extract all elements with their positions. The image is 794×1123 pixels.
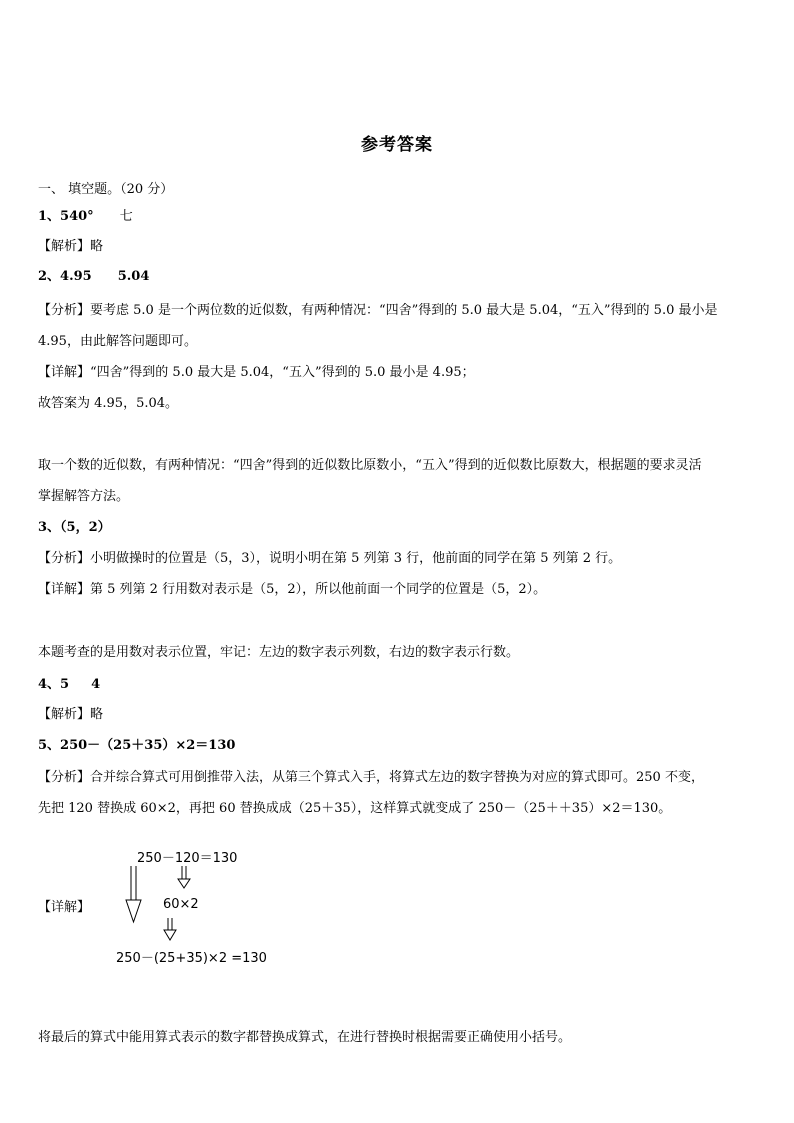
q2-answer-b: 5.04 <box>117 269 150 284</box>
diagram-eq3: 250－(25+35)×2 =130 <box>116 951 267 966</box>
q2-xiangjie: 【详解】“四舍”得到的 5.0 最大是 5.04，“五入”得到的 5.0 最小是 4.95； <box>38 365 475 380</box>
long-down-arrow-icon <box>126 866 141 922</box>
q3-summary: 本题考查的是用数对表示位置，牢记：左边的数字表示列数，右边的数字表示行数。 <box>38 645 520 660</box>
q1-answer-a: 1、540° <box>38 209 94 224</box>
q1-analysis: 【解析】略 <box>38 239 104 254</box>
section-heading: 一、 填空题。（20 分） <box>38 182 174 197</box>
q3-answer: 3、（5，2） <box>38 520 111 535</box>
diagram-eq1: 250－120＝130 <box>137 851 238 866</box>
q1-answer-b: 七 <box>119 209 133 224</box>
page-title: 参考答案 <box>361 135 433 155</box>
q2-summary-line2: 掌握解答方法。 <box>38 489 130 504</box>
q5-fenxi-line1: 【分析】合并综合算式可用倒推带入法，从第三个算式入手，将算式左边的数字替换为对应的算式即可。250 不变， <box>38 770 704 785</box>
q4-answer-a: 4、5 <box>38 677 70 692</box>
q3-fenxi: 【分析】小明做操时的位置是（5，3），说明小明在第 5 列第 3 行，他前面的同学在第 5 列第 2 行。 <box>38 551 622 566</box>
q2-fenxi-line2: 4.95，由此解答问题即可。 <box>38 334 197 349</box>
q5-xiangjie-label: 【详解】 <box>38 900 91 915</box>
short-down-arrow-icon-2 <box>164 918 176 940</box>
q2-fenxi-line1: 【分析】要考虑 5.0 是一个两位数的近似数，有两种情况：“四舍”得到的 5.0 最大是 5.04，“五入”得到的 5.0 最小是 <box>38 303 718 318</box>
q3-xiangjie: 【详解】第 5 列第 2 行用数对表示是（5，2），所以他前面一个同学的位置是（5，2）。 <box>38 582 547 597</box>
q5-answer: 5、250－（25＋35）×2＝130 <box>38 738 236 753</box>
q4-answer-b: 4 <box>91 677 101 692</box>
q2-conclusion: 故答案为 4.95，5.04。 <box>38 396 179 411</box>
q2-summary-line1: 取一个数的近似数，有两种情况：“四舍”得到的近似数比原数小，“五入”得到的近似数比原数大，根据题的要求灵活 <box>38 458 702 473</box>
diagram-eq2: 60×2 <box>163 897 199 912</box>
short-down-arrow-icon-1 <box>178 866 190 888</box>
q5-summary: 将最后的算式中能用算式表示的数字都替换成算式，在进行替换时根据需要正确使用小括号。 <box>38 1030 572 1045</box>
q5-fenxi-line2: 先把 120 替换成 60×2，再把 60 替换成成（25＋35），这样算式就变成了 250－（25＋＋35）×2＝130。 <box>38 801 672 816</box>
q4-analysis: 【解析】略 <box>38 707 104 722</box>
q2-answer-a: 2、4.95 <box>38 269 92 284</box>
